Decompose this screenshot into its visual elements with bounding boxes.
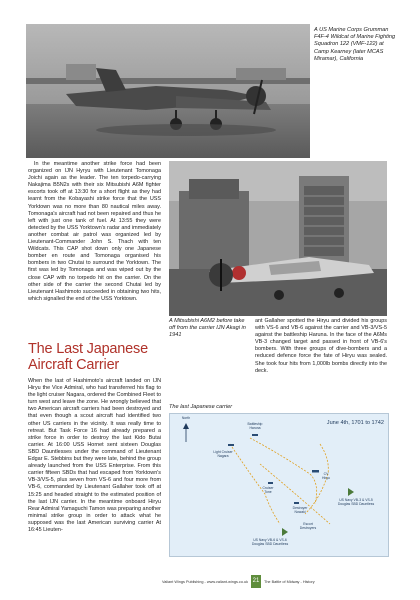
map-date: June 4th, 1701 to 1742 <box>326 420 384 426</box>
label-vb3: US Navy VB-3 & VS-5 Douglas SBD Dauntless <box>337 498 375 506</box>
footer-left: Valiant Wings Publishing - www.valiant-wings.co.uk <box>161 580 248 584</box>
section-heading: The Last Japanese Aircraft Carrier <box>28 341 148 373</box>
battle-map <box>169 413 389 557</box>
a6m2-photo <box>169 161 387 316</box>
label-escort: Escort Destroyers <box>299 522 317 530</box>
photo-caption-middle: A Mitsubishi A6M2 before take off from the carrier IJN Akagi in 1941 <box>169 318 246 339</box>
body-paragraph-1: In the meantime another strike force had been organized on IJN Hyryu with Lieutenant Tomonaga Joichi again as the leader. The ten torpedo-carrying Nakajima B5N2s with their six Mitsubishi A6M fighter escorts took off at 13:30 for a short flight as they had learnt from the Kobayashi strike force that the USS Yorktown was no more than 80 nautical miles away. Tomonaga's aircraft had not been repaired and thus he left with just one tank of fuel. At 13:55 they were detected by the USS Yorktown's radar and immediately another combat air patrol was organized led by Lieutenant-Commander John S. Thach with ten Wildcats. This CAP shot down only one Japanese bomber en route and Tomonaga organised his bombers in two Chutai to surround the Yorktown. The first was led by Tomonaga and was wiped out by the close CAP with no torpedo hit on the carrier. On the other side of the carrier the second Chutai led by Lieutenant Hashimoto succeeded in obtaining two hits, which signalled the end of the USS Yorktown. <box>28 161 161 302</box>
map-caption: The last Japanese carrier <box>169 404 233 410</box>
body-paragraph-3: ant Gallaher spotted the Hiryu and divided his groups with VS-6 and VB-6 against the carrier and VB-3/VS-5 against the battleship Haruna. In the face of the A6Ms VB-3 changed target and passed in front of VB-6's bombers. With three groups of dive-bombers and a reduced defence force the fate of Hiryu was sealed. She took four hits from 1,000lb bombs directly into the deck. <box>255 318 387 374</box>
page-number: 21 <box>252 578 260 584</box>
page-number-badge <box>251 575 261 588</box>
photo-caption-top: A US Marine Corps Grumman F4F-4 Wildcat of Marine Fighting Squadron 122 (VMF-122) at Camp Kearney (later MCAS Miramar), California <box>314 27 396 62</box>
label-battleship: Battleship Haruna <box>247 422 263 430</box>
label-destroyer: Destroyer Nowaki <box>292 506 308 514</box>
footer-right: The Battle of Midway - History <box>264 580 315 584</box>
map-north: North <box>181 416 191 420</box>
label-light-cruiser: Light Cruiser Nagara <box>213 450 233 458</box>
map-routes <box>170 414 388 556</box>
label-vb6: US Navy VB-6 & VS-6 Douglas SBD Dauntless <box>251 538 289 546</box>
label-carrier: CV Hiryu <box>322 472 330 480</box>
body-paragraph-2: When the last of Hashimoto's aircraft landed on IJN Hiryu the Vice Admiral, who had transferred his flag to the light cruiser Nagara, ordered the Combined Fleet to turn west and leave the zone. He wrongly believed that two American aircraft carriers had been destroyed and that even though a scout aircraft had identified two other US carriers in the vicinity. It was really time to retreat. But Task Force 16 had already prepared a strike force in order to destroy the last Kido Butai carrier. At 16:00 USS Hornet sent sixteen Douglas SBD Dauntlesses under the command of Lieutenant Edgar E. Stebbins but they were late, behind the group already launched from the USS Enterprise. From this carrier fifteen SBDs that had escaped from Yorktown's VB-3/VS-5, plus seven from VS-6 and four more from VB-6, commanded by Lieutenant Gallaher took off at 15:25 and headed straight to the estimated position of the last IJN carrier. In the meantime onboard Hiryu Rear Admiral Yamaguchi Tamon was preparing another minimal strike group in order to attack what he supposed was the last American surviving carrier At 16:45 Lieuten- <box>28 378 161 533</box>
label-cruiser: Cruiser Tone <box>262 486 274 494</box>
wildcat-photo <box>26 24 310 158</box>
